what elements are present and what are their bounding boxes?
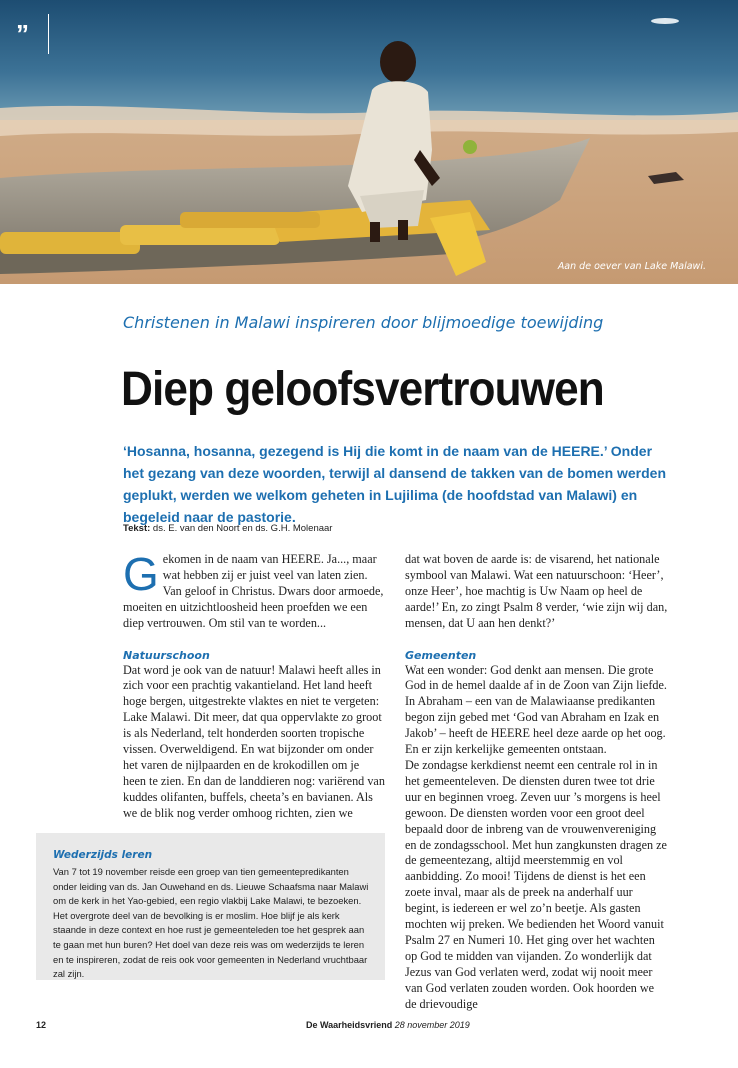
column-left: [123, 548, 385, 822]
hero-photo: [0, 0, 738, 284]
quote-mark-icon: ”: [16, 19, 26, 49]
magazine-name: De Waarheidsvriend: [306, 1020, 393, 1030]
byline: [123, 523, 332, 534]
paragraph-gemeenten-2: De zondagse kerkdienst neemt een centrale rol in in het gemeenteleven. De diensten duren twee tot drie uur en beginnen vroeg. Zeven uur ’s morgens is heel gewoon. De diensten worden voor een groot deel bepaald door de inbreng van de vrouwenvereniging en de zondagsschool. Met hun zangkunsten dragen ze de gemeentezang, altijd meerstemmig en vol aanbidding. Zo mooi! Tijdens de dienst is het een zoete inval, maar als de preek na anderhalf uur begint, is iedereen er wel zo’n beetje. Als gasten mochten wij preken. We bedienden het Woord vanuit Psalm 27 en Numeri 10. Het ging over het wachten op God te midden van vijanden. Zo wonderlijk dat Jezus van God verlaten werd, zodat wij nooit meer van God verlaten zouden worden. Ook hoorden we de drievoudige: [405, 757, 667, 1011]
quote-divider: [48, 14, 49, 54]
drop-cap: G: [123, 548, 159, 600]
article-title: Diep geloofsvertrouwen: [121, 363, 604, 416]
sidebar-box: [36, 833, 385, 980]
page-number: 12: [36, 1020, 47, 1030]
paragraph-gemeenten-1: Wat een wonder: God denkt aan mensen. Die grote God in de hemel daalde af in de Zoon van Zijn liefde. In Abraham – een van de Malawiaanse predikanten begon zijn gebed met ‘God van Abraham en Izak en Jakob’ – heeft de HEERE heel deze aarde op het oog. En er zijn kerkelijke gemeenten ontstaan.: [405, 662, 667, 757]
opening-text: ekomen in de naam van HEERE. Ja..., maar wat hebben zij er juist veel van laten zien. Van geloof in Christus. Dwars door armoede, moeiten en uitzichtloosheid heen proefden we een diep vertrouwen. Om stil van te worden...: [123, 552, 384, 630]
article-intro: ‘Hosanna, hosanna, gezegend is Hij die komt in de naam van de HEERE.’ Onder het gezang van deze woorden, terwijl al dansend de takken van de bomen werden geplukt, werden we welkom geheten in Lujilima (de hoofdstad van Malawi) en begeleid naar de pastorie.: [123, 443, 667, 525]
paragraph-continued: dat wat boven de aarde is: de visarend, het nationale symbool van Malawi. Wat een natuurschoon: ‘Heer’, onze Heer’, hoe machtig is Uw Naam op heel de aarde!’ En, zo zingt Psalm 8 verder, ‘wie zijn wij dan, mensen, dat U aan hen denkt?’: [405, 552, 668, 630]
photo-caption: Aan de oever van Lake Malawi.: [557, 261, 706, 272]
sidebar-text: Van 7 tot 19 november reisde een groep van tien gemeentepredikanten onder leiding van ds. Jan Ouwehand en ds. Lieuwe Schaafsma naar Malawi om de kerk in het Yao-gebied, een regio vlakbij Lake Malawi, te bezoeken. Het overgrote deel van de bevolking is er moslim. Hoe blijf je als kerk staande in deze context en hoe rust je gemeenteleden toe het gesprek aan te gaan met hun buren? Het doel van deze reis was om wederzijds te leren en te inspireren, zodat de reis ook voor gemeenten in Nederland vruchtbaar zal zijn.: [53, 866, 369, 980]
byline-label: Tekst:: [123, 523, 151, 534]
subheading-natuurschoon: Natuurschoon: [123, 648, 210, 662]
column-right: [405, 552, 668, 1012]
sidebar-title: Wederzijds leren: [53, 849, 153, 861]
article-kicker: Christenen in Malawi inspireren door blijmoedige toewijding: [123, 313, 604, 332]
lake-malawi-photo: [0, 0, 738, 284]
paragraph-natuurschoon: Dat word je ook van de natuur! Malawi heeft alles in zich voor een prachtig vakantieland. Het land heeft hoge bergen, uitgestrekte vlaktes en niet te vergeten: Lake Malawi. Dit meer, dat qua oppervlakte zo groot is als Nederland, telt honderden soorten tropische vissen. Overweldigend. En wat bijzonder om onder het varen de nijlpaarden en de krokodillen om je heen te zien. En dan de landdieren nog: variërend van kuddes olifanten, buffels, cheeta’s en bavianen. Als we de blik nog verder omhoog richten, zien we: [123, 662, 385, 820]
footer-publication: [306, 1020, 470, 1030]
byline-authors: ds. E. van den Noort en ds. G.H. Molenaar: [152, 523, 333, 534]
subheading-gemeenten: Gemeenten: [405, 648, 477, 662]
opening-paragraph: [123, 548, 385, 632]
issue-date: 28 november 2019: [394, 1020, 470, 1030]
